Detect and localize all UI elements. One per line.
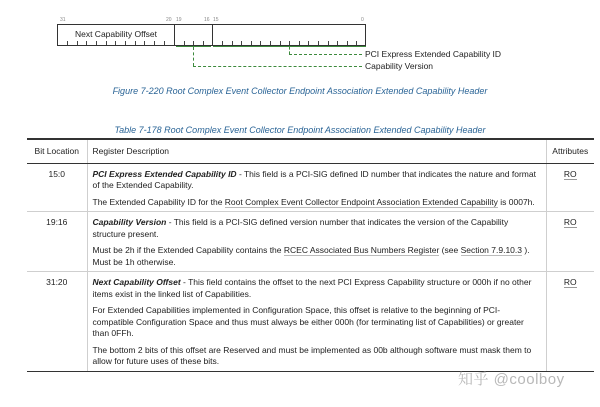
register-table <box>27 138 594 372</box>
description-paragraph: PCI Express Extended Capability ID - This field is a PCI-SIG defined ID number that indicates the nature and format of the Extended Capability. <box>92 168 536 190</box>
header-register-description: Register Description <box>87 139 546 163</box>
bit-location-cell: 15:0 <box>27 163 87 212</box>
field-label: Next Capability Offset <box>74 29 158 39</box>
id-leader-v <box>289 47 290 54</box>
table-header-row <box>27 139 594 163</box>
bit-location-cell: 19:16 <box>27 212 87 272</box>
register-diagram <box>0 0 600 80</box>
section-link[interactable]: Section 7.9.10.3 <box>460 245 522 255</box>
watermark: 知乎 @coolboy <box>458 371 565 388</box>
capability-link[interactable]: Root Complex Event Collector Endpoint Association Extended Capability <box>224 196 498 207</box>
field-extended-capability-id <box>212 24 366 46</box>
description-cell <box>87 212 546 272</box>
bit-label-15: 15 <box>213 17 219 23</box>
description-paragraph: Capability Version - This field is a PCI-SIG defined version number that indicates the version of the Capability structure present. <box>92 217 509 239</box>
bit-label-20: 20 <box>166 17 172 23</box>
field-name: PCI Express Extended Capability ID <box>92 168 237 179</box>
attribute-cell <box>546 163 594 212</box>
attribute-ro-link[interactable]: RO <box>563 168 577 179</box>
bit-location-cell: 31:20 <box>27 272 87 372</box>
description-cell <box>87 163 546 212</box>
attribute-cell <box>546 212 594 272</box>
field-capability-version <box>174 24 212 46</box>
description-paragraph: Must be 2h if the Extended Capability contains the RCEC Associated Bus Numbers Register (see Section 7.9.10.3 ). Must be 1h otherwise. <box>92 245 530 267</box>
version-leader-v <box>193 47 194 66</box>
field-name: Capability Version <box>92 217 167 227</box>
description-paragraph: The Extended Capability ID for the Root Complex Event Collector Endpoint Association Extended Capability is 0007h. <box>92 196 535 207</box>
version-leader-h <box>193 66 362 67</box>
attribute-cell <box>546 272 594 372</box>
bit-label-31: 31 <box>60 17 66 23</box>
bit-label-19: 19 <box>176 17 182 23</box>
field-next-capability-offset <box>57 24 174 46</box>
id-leader-h <box>289 54 362 55</box>
attribute-ro-link[interactable]: RO <box>563 217 577 227</box>
rcec-register-link[interactable]: RCEC Associated Bus Numbers Register <box>283 245 440 255</box>
description-paragraph: For Extended Capabilities implemented in Configuration Space, this offset is relative to the beginning of PCI-compatible Configuration Space and thus must always be either 000h (for terminating list of Capabilities) or greater than 0FFh. <box>92 305 524 338</box>
description-cell <box>87 272 546 372</box>
bit-label-16: 16 <box>204 17 210 23</box>
header-attributes: Attributes <box>546 139 594 163</box>
table-row <box>27 163 594 212</box>
description-paragraph: Next Capability Offset - This field contains the offset to the next PCI Express Capability structure or 000h if no other items exist in the linked list of Capabilities. <box>92 277 532 299</box>
callout-extended-capability-id: PCI Express Extended Capability ID <box>365 49 502 59</box>
table-row <box>27 272 594 372</box>
attribute-ro-link[interactable]: RO <box>563 277 577 287</box>
table-caption: Table 7-178 Root Complex Event Collector Endpoint Association Extended Capability Header <box>114 125 486 135</box>
field-name: Next Capability Offset <box>92 277 181 287</box>
table-row <box>27 212 594 272</box>
bit-label-0: 0 <box>361 17 364 23</box>
description-paragraph: The bottom 2 bits of this offset are Reserved and must be implemented as 00b although software must mask them to allow for future uses of these bits. <box>92 344 532 366</box>
figure-caption: Figure 7-220 Root Complex Event Collector Endpoint Association Extended Capability Header <box>112 86 488 96</box>
callout-capability-version: Capability Version <box>365 61 434 71</box>
header-bit-location: Bit Location <box>27 139 87 163</box>
